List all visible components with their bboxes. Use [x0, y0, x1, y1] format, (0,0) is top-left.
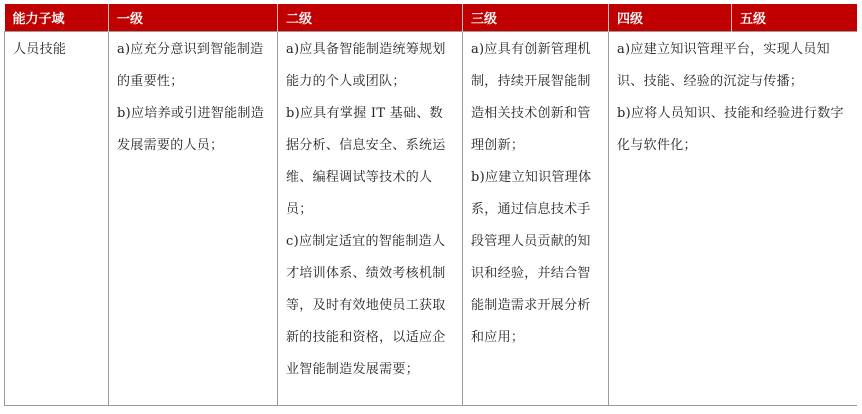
level-2-item-c: c)应制定适宜的智能制造人才培训体系、绩效考核机制等，及时有效地使员工获取新的技能和资格，以适应企业智能制造发展需要；	[286, 234, 446, 377]
header-domain: 能力子域	[5, 4, 109, 32]
level-2-item-b: b)应具有掌握 IT 基础、数据分析、信息安全、系统运维、编程调试等技术的人员；	[286, 106, 446, 217]
level-3-item-b: b)应建立知识管理体系，通过信息技术手段管理人员贡献的知识和经验，并结合智能制造需求开展分析和应用；	[471, 170, 592, 345]
level-1-item-b: b)应培养或引进智能制造发展需要的人员；	[117, 106, 264, 153]
level-4-item-a: a)应建立知识管理平台，实现人员知识、技能、经验的沉淀与传播；	[617, 42, 830, 89]
domain-label: 人员技能	[13, 42, 67, 57]
cell-level-4	[609, 32, 857, 406]
capability-table	[4, 4, 857, 406]
level-2-item-a: a)应具备智能制造统筹规划能力的个人或团队；	[286, 42, 446, 89]
level-3-item-a: a)应具有创新管理机制，持续开展智能制造相关技术创新和管理创新；	[471, 42, 591, 153]
level-1-item-a: a)应充分意识到智能制造的重要性；	[117, 42, 264, 89]
cell-level-1	[109, 32, 278, 406]
header-level-5: 五级	[732, 4, 857, 32]
level-4-item-b: b)应将人员知识、技能和经验进行数字化与软件化；	[617, 106, 844, 153]
cell-level-2	[278, 32, 463, 406]
table-row	[5, 32, 857, 406]
table-header-row	[5, 4, 857, 32]
header-level-2: 二级	[278, 4, 463, 32]
header-level-1: 一级	[109, 4, 278, 32]
cell-level-3	[463, 32, 609, 406]
header-level-4: 四级	[609, 4, 732, 32]
cell-domain	[5, 32, 109, 406]
header-level-3: 三级	[463, 4, 609, 32]
